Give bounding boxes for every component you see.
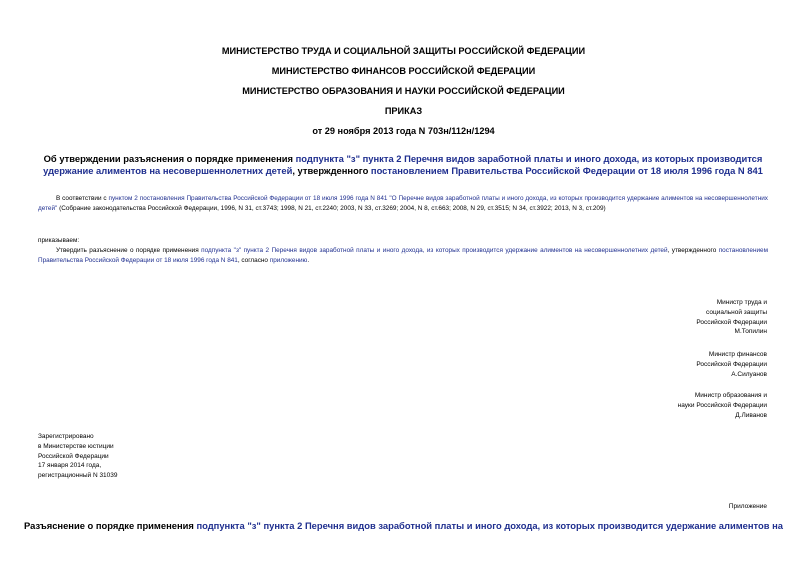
title-link-subclause[interactable]: подпункта "з" пункта 2 Перечня видов заработной платы и иного дохода, из которых производится удержание алиментов на несовершеннолетних детей [43, 153, 763, 176]
preamble-link-clause[interactable]: пунктом 2 постановления Правительства Российской Федерации от 18 июля 1996 года N 841 "О Перечне видов заработной платы и иного дохода, из которых производится удержание алиментов на несовершеннолетних детей" [38, 195, 768, 212]
registration-line: регистрационный N 31039 [38, 472, 118, 480]
signature-line: Российской Федерации [696, 318, 767, 326]
signature-name: М.Топилин [734, 328, 767, 336]
appendix-title [0, 520, 807, 531]
registration-line: 17 января 2014 года, [38, 462, 102, 470]
document-title [38, 153, 768, 177]
registration-block [38, 432, 118, 481]
ministry-header-1: МИНИСТЕРСТВО ТРУДА И СОЦИАЛЬНОЙ ЗАЩИТЫ РОССИЙСКОЙ ФЕДЕРАЦИИ [221, 46, 586, 56]
order-link-resolution[interactable]: постановлением Правительства Российской Федерации от 18 июля 1996 года N 841 [38, 247, 768, 264]
signature-labor-minister [696, 298, 767, 337]
preamble-paragraph [38, 194, 768, 213]
preamble-text-2: (Собрание законодательства Российской Федерации, 1996, N 31, ст.3743; 1998, N 21, ст.2240; 2003, N 33, ст.3269; 2004, N 8, ст.663; 2008, N 29, ст.3515; N 34, ст.3922; 2013, N 3, ст.209) [57, 204, 606, 212]
order-word: приказываем: [38, 237, 80, 244]
appendix-title-link[interactable]: подпункта "з" пункта 2 Перечня видов заработной платы и иного дохода, из которых производится удержание алиментов на [196, 520, 783, 531]
ministry-header-2: МИНИСТЕРСТВО ФИНАНСОВ РОССИЙСКОЙ ФЕДЕРАЦИИ [271, 66, 536, 76]
signature-line: социальной защиты [706, 308, 767, 316]
order-text-3: , согласно [237, 256, 270, 264]
registration-line: Зарегистрировано [38, 433, 94, 440]
registration-line: в Министерстве юстиции [38, 442, 114, 450]
order-text-1: Утвердить разъяснение о порядке применения [56, 247, 202, 254]
order-link-subclause[interactable]: подпункта "з" пункта 2 Перечня видов заработной платы и иного дохода, из которых производится удержание алиментов на несовершеннолетних детей [201, 247, 668, 254]
signature-line: Министр труда и [716, 299, 767, 306]
signature-line: Министр образования и [694, 392, 767, 399]
order-text-2: , утвержденного [667, 247, 719, 254]
ministry-header-3: МИНИСТЕРСТВО ОБРАЗОВАНИЯ И НАУКИ РОССИЙСКОЙ ФЕДЕРАЦИИ [242, 86, 565, 96]
signature-line: науки Российской Федерации [677, 401, 767, 409]
registration-line: Российской Федерации [38, 452, 109, 460]
preamble-text-1: В соответствии с [56, 195, 109, 202]
title-text-2: , утвержденного [292, 165, 371, 176]
signature-name: А.Силуанов [731, 370, 767, 378]
signature-education-minister [678, 391, 767, 420]
signature-line: Российской Федерации [696, 360, 767, 368]
title-text-1: Об утверждении разъяснения о порядке применения [43, 153, 296, 164]
order-paragraph [38, 246, 768, 265]
signature-line: Министр финансов [708, 351, 767, 358]
signature-finance-minister [696, 350, 767, 379]
appendix-title-text: Разъяснение о порядке применения [24, 520, 197, 531]
order-link-appendix[interactable]: приложению [269, 256, 308, 264]
signature-name: Д.Ливанов [735, 411, 767, 419]
appendix-label: Приложение [728, 503, 767, 510]
order-text-4: . [307, 256, 310, 264]
document-date: от 29 ноября 2013 года N 703н/112н/1294 [312, 126, 495, 136]
title-link-resolution[interactable]: постановлением Правительства Российской Федерации от 18 июля 1996 года N 841 [370, 165, 763, 176]
document-type: ПРИКАЗ [384, 106, 423, 116]
